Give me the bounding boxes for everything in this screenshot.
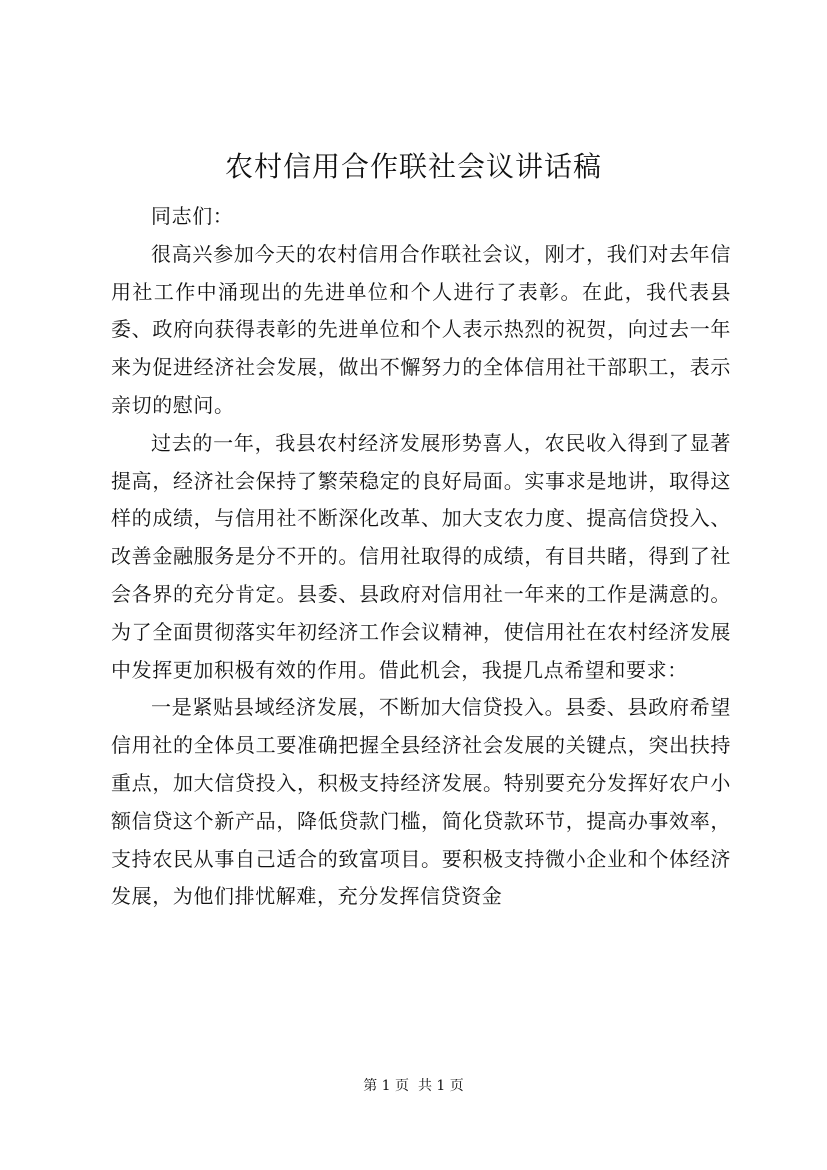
body-paragraph: 一是紧贴县域经济发展，不断加大信贷投入。县委、县政府希望信用社的全体员工要准确把握全县经济社会发展的关键点，突出扶持重点，加大信贷投入，积极支持经济发展。特别要充分发挥好农户小额信贷这个新产品，降低贷款门槛，简化贷款环节，提高办事效率，支持农民从事自己适合的致富项目。要积极支持微小企业和个体经济发展，为他们排忧解难，充分发挥信贷资金	[111, 695, 731, 909]
body-paragraph: 很高兴参加今天的农村信用合作联社会议，刚才，我们对去年信用社工作中涌现出的先进单位和个人进行了表彰。在此，我代表县委、政府向获得表彰的先进单位和个人表示热烈的祝贺，向过去一年来为促进经济社会发展，做出不懈努力的全体信用社干部职工，表示亲切的慰问。	[111, 241, 731, 417]
page-number-label: 第 1 页 共 1 页	[363, 1078, 464, 1094]
document-body	[111, 198, 731, 916]
salutation-paragraph: 同志们：	[151, 204, 234, 228]
page-footer	[0, 1076, 827, 1096]
body-paragraph: 过去的一年，我县农村经济发展形势喜人，农民收入得到了显著提高，经济社会保持了繁荣稳定的良好局面。实事求是地讲，取得这样的成绩，与信用社不断深化改革、加大支农力度、提高信贷投入、改善金融服务是分不开的。信用社取得的成绩，有目共睹，得到了社会各界的充分肯定。县委、县政府对信用社一年来的工作是满意的。为了全面贯彻落实年初经济工作会议精神，使信用社在农村经济发展中发挥更加积极有效的作用。借此机会，我提几点希望和要求：	[111, 430, 731, 682]
page-title: 农村信用合作联社会议讲话稿	[224, 150, 602, 183]
